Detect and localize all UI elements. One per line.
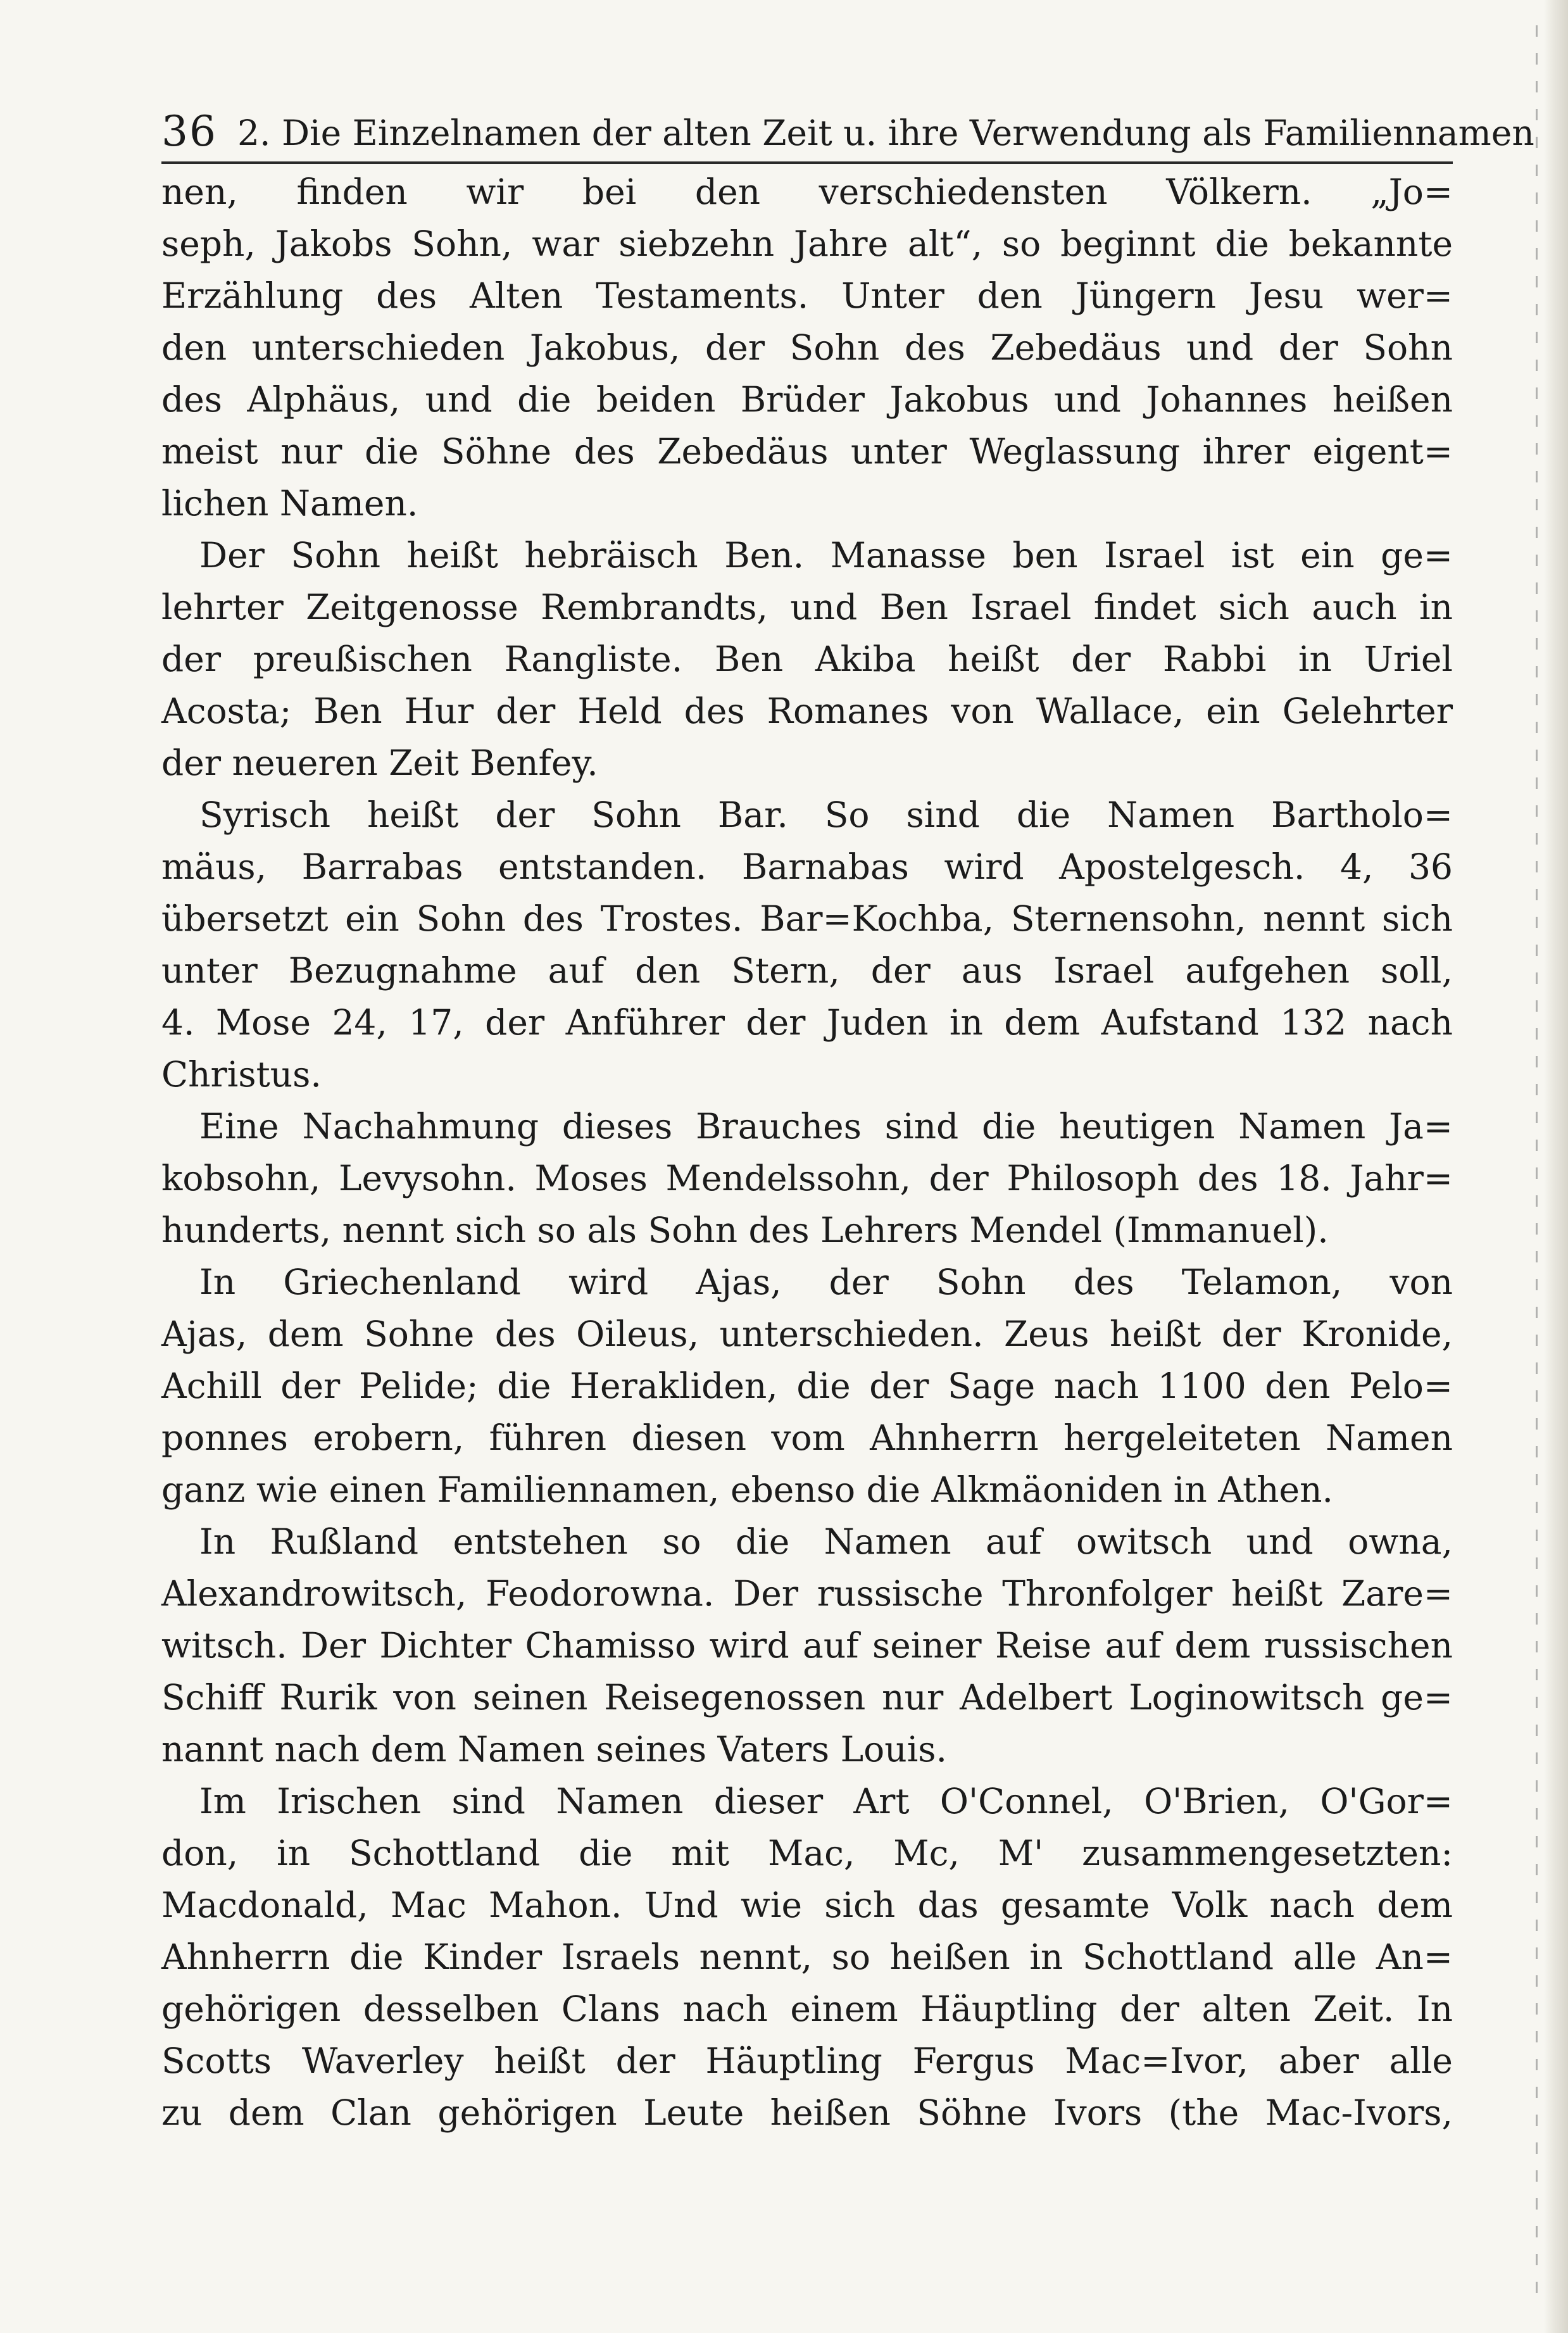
text-line: des Alphäus, und die beiden Brüder Jakobus und Johannes heißen bbox=[161, 379, 1453, 420]
text-line: zu dem Clan gehörigen Leute heißen Söhne Ivors (the Mac-Ivors, bbox=[161, 2092, 1453, 2133]
text-line: Acosta; Ben Hur der Held des Romanes von Wallace, ein Gelehrter bbox=[161, 691, 1453, 731]
text-line: Macdonald, Mac Mahon. Und wie sich das gesamte Volk nach dem bbox=[161, 1885, 1453, 1925]
text-line: nannt nach dem Namen seines Vaters Louis. bbox=[161, 1729, 947, 1770]
text-line: Ahnherrn die Kinder Israels nennt, so heißen in Schottland alle An= bbox=[161, 1937, 1453, 1977]
text-line: Scotts Waverley heißt der Häuptling Fergus Mac=Ivor, aber alle bbox=[161, 2041, 1453, 2081]
text-line: seph, Jakobs Sohn, war siebzehn Jahre alt“, so beginnt die bekannte bbox=[161, 223, 1453, 264]
text-line: Syrisch heißt der Sohn Bar. So sind die Namen Bartholo= bbox=[199, 795, 1453, 835]
paragraph-4 bbox=[161, 1100, 1453, 1256]
text-line: der preußischen Rangliste. Ben Akiba heißt der Rabbi in Uriel bbox=[161, 639, 1453, 679]
text-line: ponnes erobern, führen diesen vom Ahnherrn hergeleiteten Namen bbox=[161, 1418, 1453, 1458]
text-line: 4. Mose 24, 17, der Anführer der Juden in dem Aufstand 132 nach bbox=[161, 1002, 1453, 1043]
text-line: In Rußland entstehen so die Namen auf owitsch und owna, bbox=[199, 1521, 1453, 1562]
text-line: Christus. bbox=[161, 1054, 322, 1095]
text-line: übersetzt ein Sohn des Trostes. Bar=Kochba, Sternensohn, nennt sich bbox=[161, 898, 1453, 939]
text-line: don, in Schottland die mit Mac, Mc, M' zusammengesetzten: bbox=[161, 1833, 1453, 1873]
text-line: lehrter Zeitgenosse Rembrandts, und Ben Israel findet sich auch in bbox=[161, 587, 1453, 627]
paragraph-3 bbox=[161, 789, 1453, 1100]
header-rule bbox=[161, 161, 1453, 164]
text-line: Eine Nachahmung dieses Brauches sind die heutigen Namen Ja= bbox=[199, 1106, 1453, 1147]
text-line: kobsohn, Levysohn. Moses Mendelssohn, der Philosoph des 18. Jahr= bbox=[161, 1158, 1453, 1198]
paragraph-5 bbox=[161, 1256, 1453, 1516]
text-line: meist nur die Söhne des Zebedäus unter Weglassung ihrer eigent= bbox=[161, 431, 1453, 472]
text-line: Schiff Rurik von seinen Reisegenossen nur Adelbert Loginowitsch ge= bbox=[161, 1677, 1453, 1718]
text-line: Der Sohn heißt hebräisch Ben. Manasse ben Israel ist ein ge= bbox=[199, 535, 1453, 575]
binding-edge bbox=[1544, 0, 1568, 2333]
text-line: unter Bezugnahme auf den Stern, der aus Israel aufgehen soll, bbox=[161, 950, 1453, 991]
text-line: In Griechenland wird Ajas, der Sohn des Telamon, von bbox=[199, 1262, 1453, 1302]
text-line: lichen Namen. bbox=[161, 483, 418, 524]
text-line: nen, finden wir bei den verschiedensten Völkern. „Jo= bbox=[161, 172, 1453, 212]
text-line: der neueren Zeit Benfey. bbox=[161, 743, 598, 783]
text-line: den unterschieden Jakobus, der Sohn des Zebedäus und der Sohn bbox=[161, 327, 1453, 368]
running-title: 2. Die Einzelnamen der alten Zeit u. ihre Verwendung als Familiennamen bbox=[237, 113, 1534, 153]
text-line: Im Irischen sind Namen dieser Art O'Connel, O'Brien, O'Gor= bbox=[199, 1781, 1453, 1821]
text-line: Erzählung des Alten Testaments. Unter den Jüngern Jesu wer= bbox=[161, 275, 1453, 316]
text-line: Alexandrowitsch, Feodorowna. Der russische Thronfolger heißt Zare= bbox=[161, 1573, 1453, 1614]
paragraph-7 bbox=[161, 1775, 1453, 2139]
paragraph-1 bbox=[161, 166, 1453, 529]
page-number: 36 bbox=[161, 107, 217, 156]
body-text bbox=[161, 166, 1453, 2139]
text-line: ganz wie einen Familiennamen, ebenso die Alkmäoniden in Athen. bbox=[161, 1469, 1333, 1510]
text-line: Ajas, dem Sohne des Oileus, unterschieden. Zeus heißt der Kronide, bbox=[161, 1314, 1453, 1354]
paragraph-6 bbox=[161, 1516, 1453, 1775]
text-line: gehörigen desselben Clans nach einem Häuptling der alten Zeit. In bbox=[161, 1989, 1453, 2029]
running-header bbox=[161, 95, 1534, 165]
binding-shadow-line bbox=[1536, 25, 1538, 2305]
text-line: Achill der Pelide; die Herakliden, die der Sage nach 1100 den Pelo= bbox=[161, 1366, 1453, 1406]
text-line: mäus, Barrabas entstanden. Barnabas wird Apostelgesch. 4, 36 bbox=[161, 846, 1453, 887]
text-line: hunderts, nennt sich so als Sohn des Lehrers Mendel (Immanuel). bbox=[161, 1210, 1329, 1250]
paragraph-2 bbox=[161, 529, 1453, 789]
text-line: witsch. Der Dichter Chamisso wird auf seiner Reise auf dem russischen bbox=[161, 1625, 1453, 1666]
